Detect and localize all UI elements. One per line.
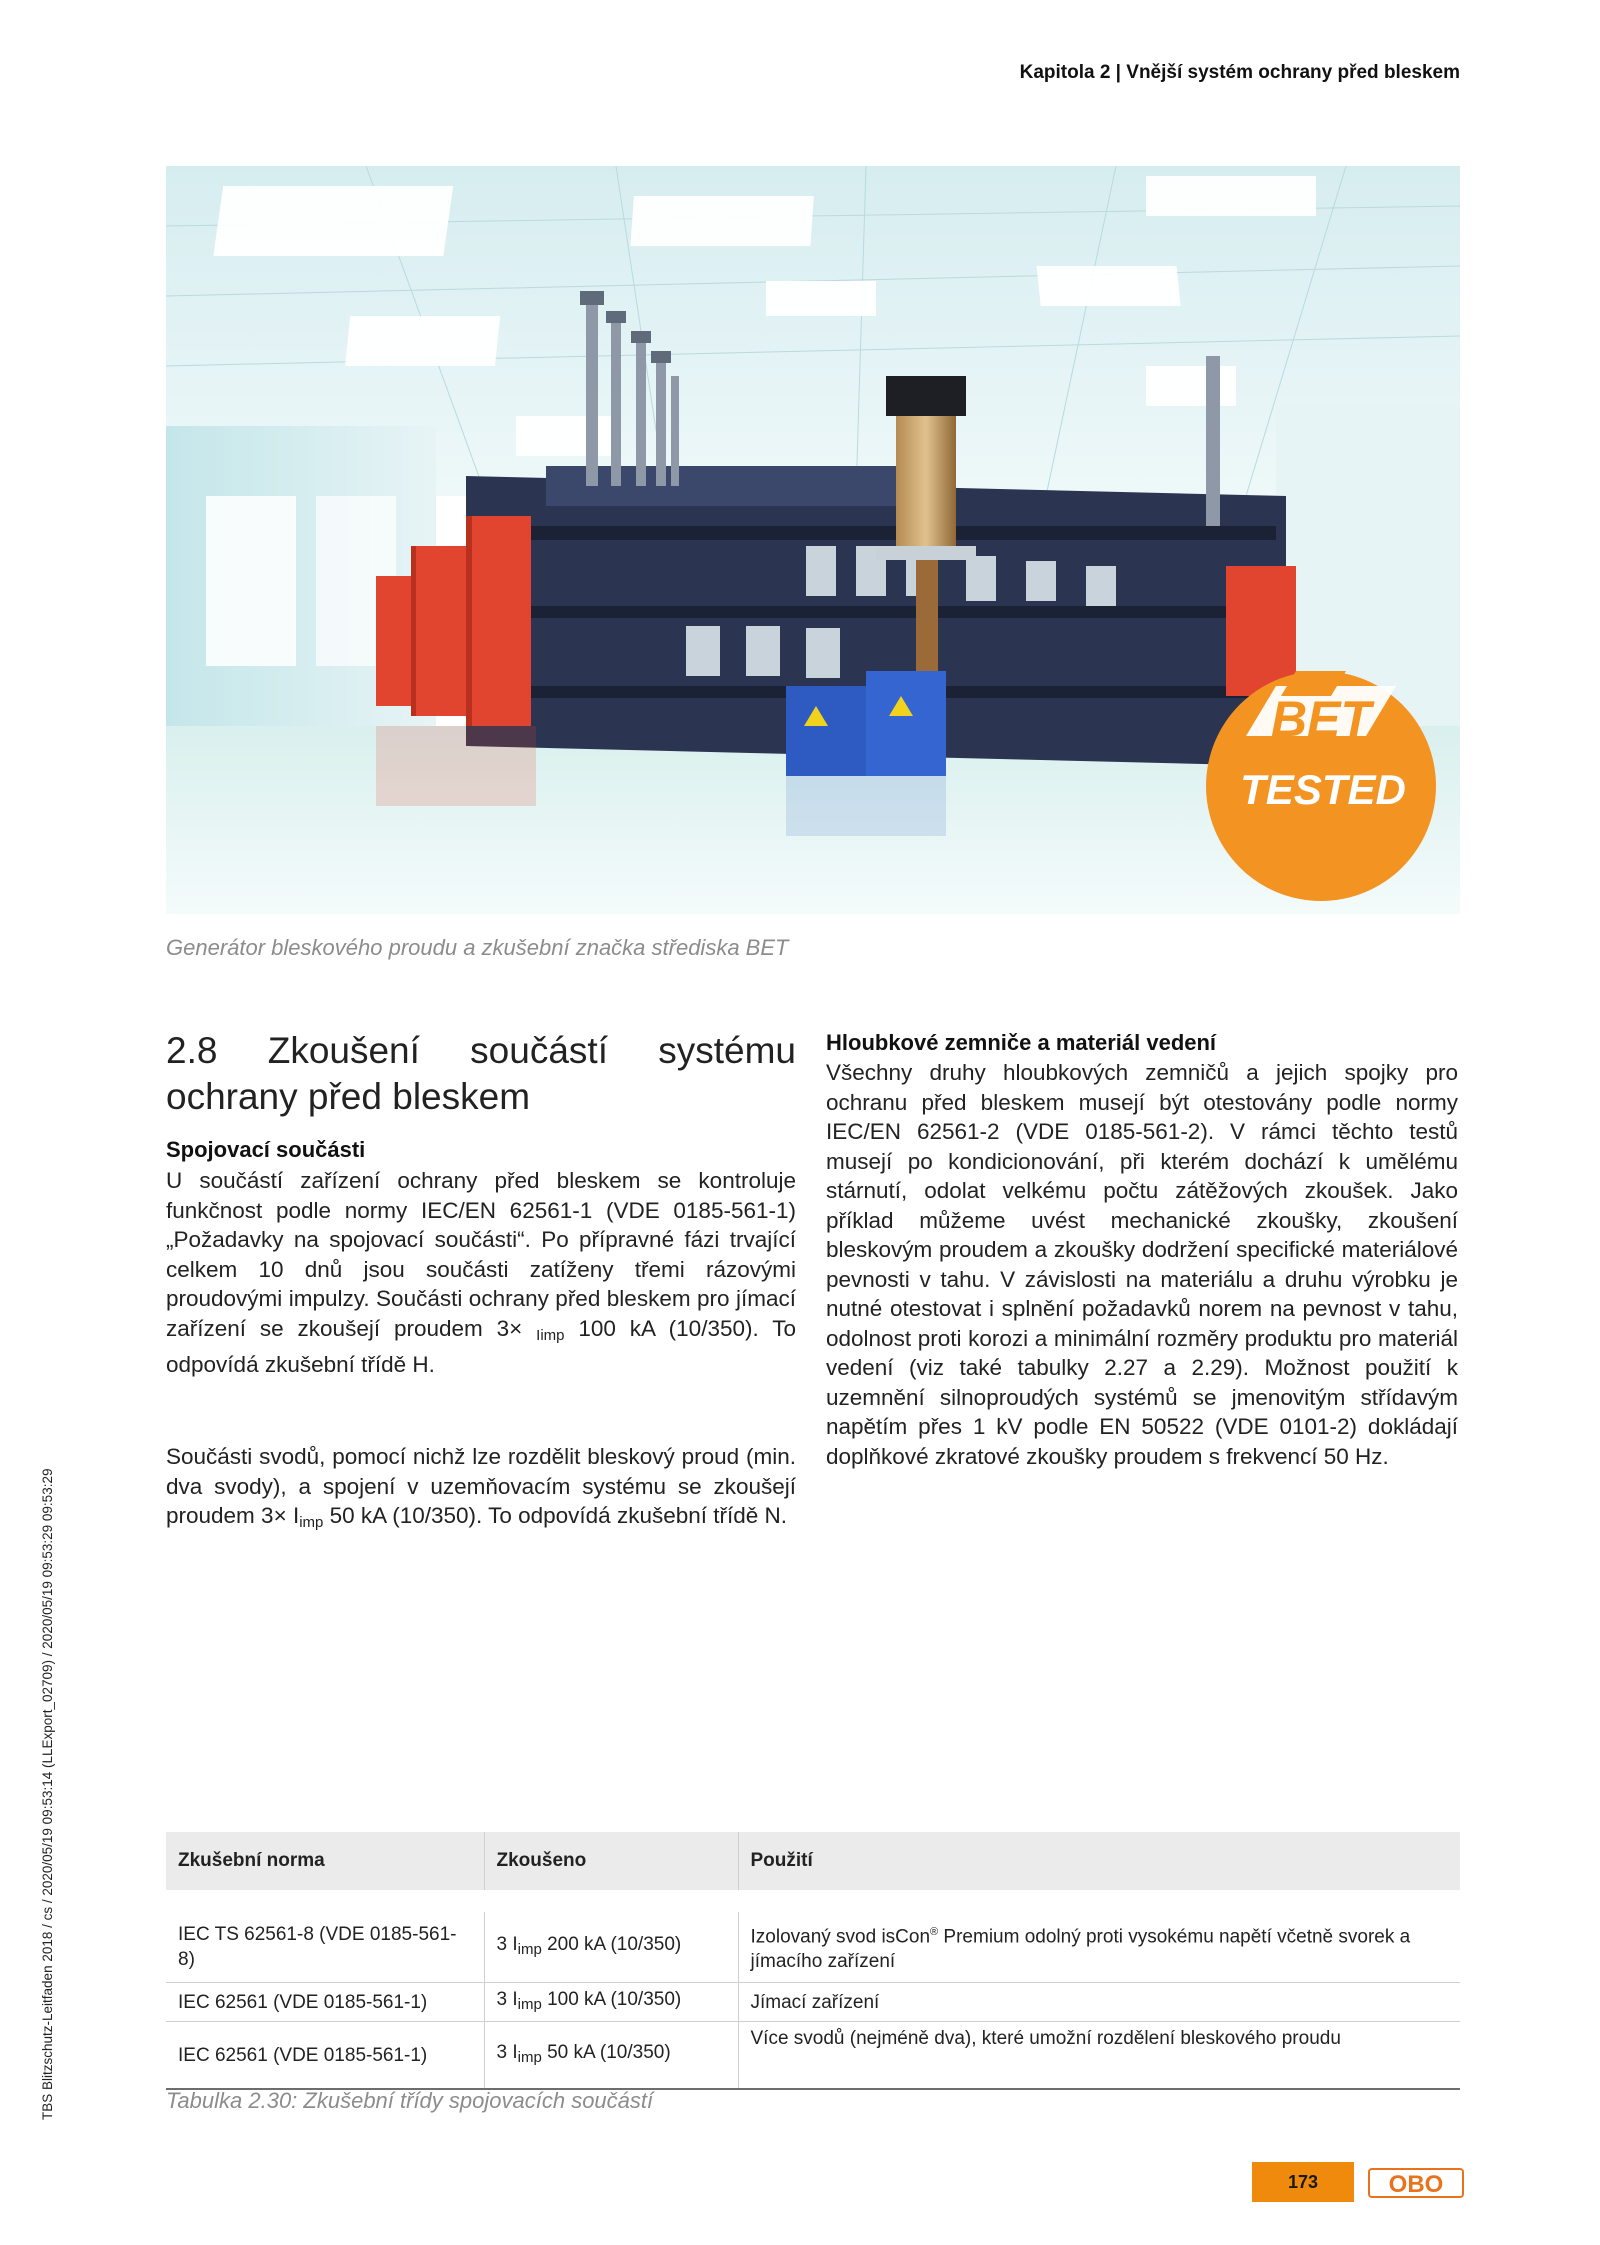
obo-logo [1368,2168,1464,2198]
tested-prefix: 3 I [496,2042,518,2063]
photo-caption: Generátor bleskového proudu a zkušební značka střediska BET [166,935,789,960]
table-row [166,1912,1460,1983]
table-cell-tested [484,1912,738,1983]
chapter-header: Kapitola 2 | Vnější systém ochrany před bleskem [1019,62,1460,83]
tested-prefix: 3 I [496,1934,518,1955]
tested-sub: imp [517,1941,542,1958]
left-subheading: Spojovací součásti [166,1137,366,1162]
table-row [166,2022,1460,2090]
table-header-norm: Zkušební norma [166,1832,484,1890]
use-text-b: Premium odolný proti vysokému napětí včetně svorek a jímacího zařízení [750,1926,1411,1973]
table-caption: Tabulka 2.30: Zkušební třídy spojovacích součástí [166,2088,654,2113]
left-p2-text-a: Součásti svodů, pomocí nichž lze rozdělit bleskový proud (min. dva svody), a spojení v uzemňovacím systému se zkoušejí proudem 3× I [166,1444,796,1528]
section-title-text: Zkoušení součástí systému ochrany před bleskem [166,1030,796,1117]
lab-photo [166,166,1460,914]
left-p1-text-a: U součástí zařízení ochrany před bleskem se kontroluje funkčnost podle normy IEC/EN 62561-1 (VDE 0185-561-1) „Požadavky na spojovací součásti“. Po přípravné fázi trvající celkem 10 dnů jsou součásti zatíženy třemi rázovými proudovými impulzy. Součásti ochrany před bleskem pro jímací zařízení se zkoušejí proudem 3× [166,1168,796,1341]
badge-bet-text: BET [1271,691,1371,747]
side-print-info: TBS Blitzschutz-Leitfaden 2018 / cs / 2020/05/19 09:53:14 (LLExport_02709) / 2020/05/19 09:53:29 09:53:29 [40,1468,55,2120]
right-paragraph-1: Všechny druhy hloubkových zemničů a jejich spojky pro ochranu před bleskem musejí být otestovány podle normy IEC/EN 62561-2 (VDE 0185-561-2). V rámci těchto testů musejí po kondicionování, při kterém dochází k umělému stárnutí, odolat velkému počtu zátěžových zkoušek. Jako příklad můžeme uvést mechanické zkoušky, zkoušení bleskovým proudem a zkoušky dodržení specifické materiálové pevnosti v tahu. V závislosti na materiálu a druhu výrobku je nutné otestovat i splnění požadavků norem na pevnost v tahu, odolnost proti korozi a minimální rozměry produktu pro materiál vedení (viz také tabulky 2.27 a 2.29). Možnost použití k uzemnění silnoproudých systémů se jmenovitým střídavým napětím přes 1 kV podle EN 50522 (VDE 0101-2) dokládají doplňkové zkratové zkoušky proudem s frekvencí 50 Hz. [826,1060,1458,1469]
registered-mark: ® [930,1925,939,1938]
tested-prefix: 3 I [496,1989,518,2010]
table-row [166,1983,1460,2022]
table-cell-use [738,1912,1460,1983]
table-cell-tested [484,2022,738,2090]
section-title [166,1028,796,1120]
table-header-tested: Zkoušeno [484,1832,738,1890]
left-paragraph-2 [166,1442,796,1538]
table-cell-norm: IEC 62561 (VDE 0185-561-1) [166,2022,484,2090]
tested-sub: imp [517,1996,542,2013]
table-cell-use: Více svodů (nejméně dva), které umožní rozdělení bleskového proudu [738,2022,1460,2090]
badge-tested-text: TESTED [1240,766,1406,813]
table-header-use: Použití [738,1832,1460,1890]
use-text-a: Izolovaný svod isCon [750,1926,931,1948]
section-number: 2.8 [166,1030,218,1071]
left-p2-sub: imp [299,1514,324,1531]
right-subheading: Hloubkové zemniče a materiál vedení [826,1030,1217,1055]
table-cell-norm: IEC TS 62561-8 (VDE 0185-561-8) [166,1912,484,1983]
test-classes-table [166,1832,1460,2090]
left-paragraph-1 [166,1166,796,1380]
table-cell-tested [484,1983,738,2022]
tested-suffix: 200 kA (10/350) [541,1934,682,1955]
tested-sub: imp [517,2049,542,2066]
obo-logo-text: OBO [1388,2171,1444,2198]
lab-photo-illustration [166,166,1460,914]
left-p2-text-b: 50 kA (10/350). To odpovídá zkušební třídě N. [329,1503,788,1528]
tested-suffix: 50 kA (10/350) [541,2042,671,2063]
table-cell-norm: IEC 62561 (VDE 0185-561-1) [166,1983,484,2022]
page-number: 173 [1252,2162,1354,2202]
tested-suffix: 100 kA (10/350) [541,1989,682,2010]
table-cell-use: Jímací zařízení [738,1983,1460,2022]
left-p1-text-b: 100 kA (10/350). To odpovídá zkušební třídě H. [166,1315,796,1377]
left-p1-sub: Iimp [536,1326,565,1344]
